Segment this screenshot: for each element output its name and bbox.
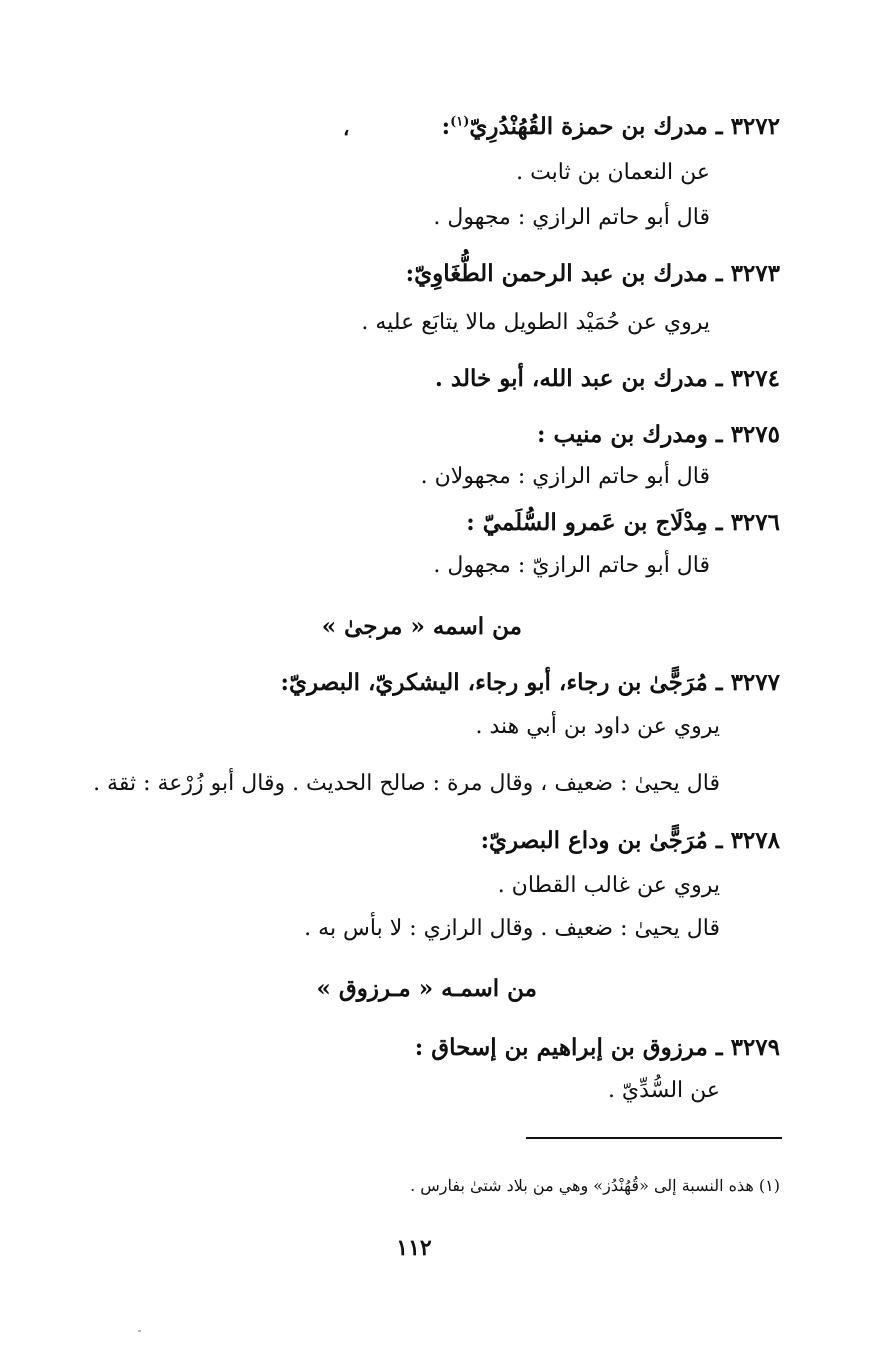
entry-heading-3274: ٣٢٧٤ ـ مدرك بن عبد الله، أبو خالد . [434, 365, 780, 392]
section-heading-marzuq: من اسمـه « مـرزوق » [316, 975, 537, 1002]
entry-line: قال أبو حاتم الرازي : مجهولان . [420, 464, 710, 489]
entry-line: قال يحيىٰ : ضعيف . وقال الرازي : لا بأس به . [304, 916, 720, 941]
footnote-reference: (١) [450, 114, 470, 130]
entry-line: عن السُّدِّيّ . [607, 1078, 720, 1103]
scan-speck [138, 1330, 141, 1332]
section-heading-murajja: من اسمه « مرجىٰ » [321, 613, 522, 640]
entry-heading-3276: ٣٢٧٦ ـ مِدْلَاج بن عَمرو السُّلَميّ : [466, 509, 780, 536]
entry-line: يروي عن حُمَيْد الطويل مالا يتابَع عليه . [361, 310, 710, 335]
entry-line: قال يحيىٰ : ضعيف ، وقال مرة : صالح الحديث . وقال أبو زُرْعة : ثقة . [93, 771, 720, 796]
entry-heading-3278: ٣٢٧٨ ـ مُرَجًّىٰ بن وداع البصريّ: [480, 827, 780, 854]
entry-line: قال أبو حاتم الرازي : مجهول . [433, 205, 710, 230]
page-number: ١١٢ [396, 1235, 432, 1261]
entry-heading-3279: ٣٢٧٩ ـ مرزوق بن إبراهيم بن إسحاق : [414, 1034, 780, 1061]
entry-line: عن النعمان بن ثابت . [516, 160, 710, 185]
entry-line: يروي عن داود بن أبي هند . [475, 714, 720, 739]
entry-heading-3272 [442, 112, 780, 142]
footnote-separator [526, 1137, 782, 1139]
heading-colon: : [441, 113, 451, 140]
entry-heading-3273: ٣٢٧٣ ـ مدرك بن عبد الرحمن الطُّغَاوِيّ: [405, 260, 780, 287]
entry-line: يروي عن غالب القطان . [497, 873, 720, 898]
entry-heading-3275: ٣٢٧٥ ـ ومدرك بن منيب : [537, 421, 780, 448]
entry-heading-text: ٣٢٧٢ ـ مدرك بن حمزة القُهُنْدُرِيّ [469, 113, 780, 140]
entry-line: قال أبو حاتم الرازيّ : مجهول . [433, 553, 710, 578]
entry-heading-3277: ٣٢٧٧ ـ مُرَجًّىٰ بن رجاء، أبو رجاء، اليشكريّ، البصريّ: [280, 669, 780, 696]
margin-mark: ، [343, 116, 350, 140]
footnote-text: (١) هذه النسبة إلى «قُهُنْدُز» وهي من بلاد شتىٰ بفارس . [410, 1176, 780, 1195]
